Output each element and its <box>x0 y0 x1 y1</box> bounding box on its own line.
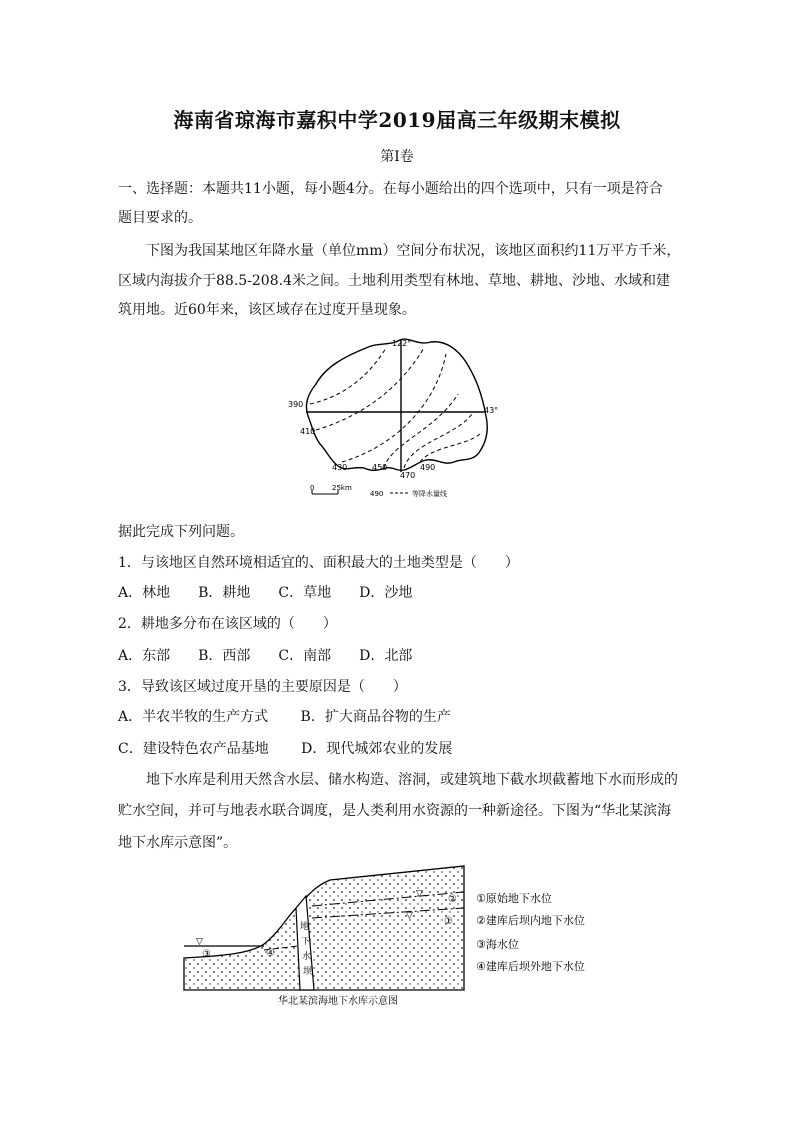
lat-label: 43° <box>484 406 499 415</box>
exam-title: 海南省琼海市嘉积中学2019届高三年级期末模拟 <box>173 108 621 132</box>
scale-length: 25km <box>332 484 352 492</box>
dam-char-2: 下 <box>301 937 311 947</box>
legend-item-3: ③海水位 <box>476 938 519 951</box>
diagram-caption: 华北某滨海地下水库示意图 <box>278 996 398 1007</box>
isohyet-label-490: 490 <box>420 463 436 472</box>
isohyet-label-470: 470 <box>400 471 416 480</box>
question-3-options-2: C．建设特色农产品基地 D．现代城郊农业的发展 <box>118 741 453 757</box>
marker-2: ② <box>448 894 457 905</box>
isohyet-410 <box>316 348 424 430</box>
isohyet-430 <box>342 354 446 462</box>
question-3-options-1: A．半农半牧的生产方式 B．扩大商品谷物的生产 <box>118 709 451 725</box>
passage2-line-3: 地下水库示意图”。 <box>118 835 238 851</box>
dam-char-1: 地 <box>300 922 310 932</box>
question-2-stem: 2．耕地多分布在该区域的（ ） <box>118 616 337 632</box>
legend-item-4: ④建库后坝外地下水位 <box>476 960 585 973</box>
passage1-line-2: 区域内海拔介于88.5-208.4米之间。土地利用类型有林地、草地、耕地、沙地、水域和建 <box>118 273 670 289</box>
isohyet-label-450: 450 <box>372 463 388 472</box>
isohyet-label-390: 390 <box>288 400 304 409</box>
precipitation-map <box>286 334 504 504</box>
marker-4: ④ <box>266 948 275 959</box>
scale-zero: 0 <box>310 484 315 492</box>
isohyet-label-410: 410 <box>300 427 316 436</box>
exam-subtitle: 第Ⅰ卷 <box>380 149 414 165</box>
section-header-line-2: 题目要求的。 <box>118 210 202 226</box>
isohyet-450 <box>384 394 458 468</box>
passage2-line-1: 地下水库是利用天然含水层、储水构造、溶洞，或建筑地下截水坝截蓄地下水而形成的 <box>146 772 678 788</box>
isohyet-label-430: 430 <box>332 463 348 472</box>
question-1-stem: 1．与该地区自然环境相适宜的、面积最大的土地类型是（ ） <box>118 555 519 571</box>
dam-char-4: 坝 <box>303 967 313 977</box>
sea-level-symbol: ▽ <box>196 937 203 947</box>
legend-item-2: ②建库后坝内地下水位 <box>476 914 585 927</box>
passage2-line-2: 贮水空间，并可与地表水联合调度，是人类利用水资源的一种新途径。下图为“华北某滨海 <box>118 803 672 819</box>
isohyets <box>310 348 480 468</box>
region-outline <box>306 339 487 470</box>
lon-label: 122° <box>392 339 412 348</box>
legend-text: 等降水量线 <box>412 490 447 498</box>
question-3-stem: 3．导致该区域过度开垦的主要原因是（ ） <box>118 679 407 695</box>
dam-char-3: 水 <box>302 952 312 962</box>
passage1-line-3: 筑用地。近60年来，该区域存在过度开垦现象。 <box>118 302 416 318</box>
ground-terrain <box>184 866 464 990</box>
section-header-line-1: 一、选择题：本题共11小题，每小题4分。在每小题给出的四个选项中，只有一项是符合 <box>118 181 663 197</box>
marker-1: ① <box>444 916 453 927</box>
passage1-line-1: 下图为我国某地区年降水量（单位mm）空间分布状况，该地区面积约11万平方千米， <box>146 243 681 259</box>
marker-3: ③ <box>202 949 211 960</box>
reservoir-diagram <box>180 858 620 1010</box>
legend-item-1: ①原始地下水位 <box>476 892 552 905</box>
level-2-symbol: ▽ <box>416 889 423 899</box>
question-1-options: A．林地 B．耕地 C．草地 D．沙地 <box>118 585 413 601</box>
level-1-symbol: ▽ <box>406 911 413 921</box>
question-prompt: 据此完成下列问题。 <box>118 524 244 540</box>
question-2-options: A．东部 B．西部 C．南部 D．北部 <box>118 648 413 664</box>
legend-value: 490 <box>370 490 384 498</box>
